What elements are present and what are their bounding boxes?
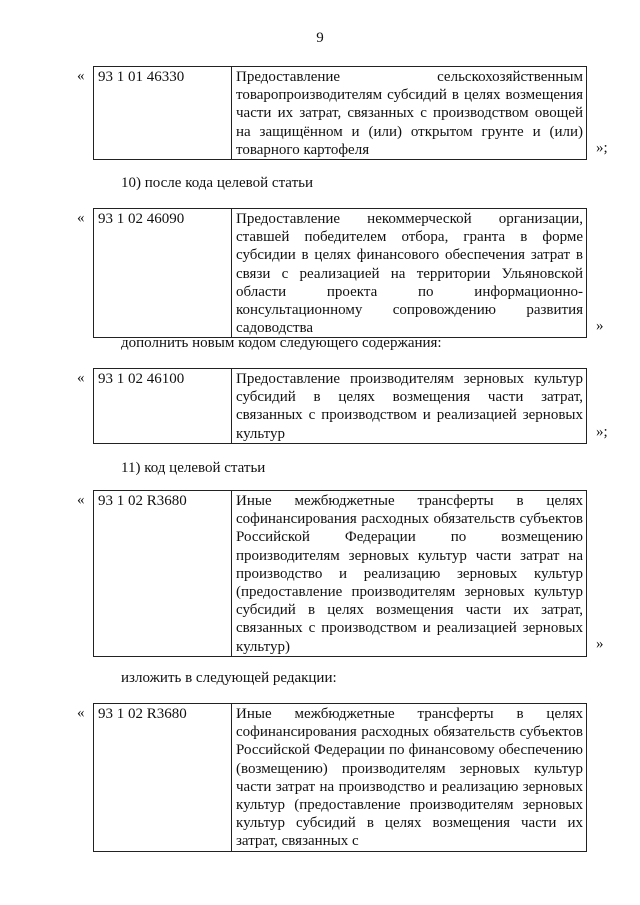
target-code-table [93,208,587,338]
description-cell: Предоставление некоммерческой организации, ставшей победителем отбора, гранта в форме субсидии в целях финансового обеспечения затрат в связи с реализацией на территории Ульяновской области проекта по информационно-консультационному сопровождению развития садоводства [232,209,587,338]
description-cell: Иные межбюджетные трансферты в целях софинансирования расходных обязательств субъектов Российской Федерации по финансовому обеспечению (возмещению) производителям зерновых культур части затрат на производство и реализацию зерновых культур (предоставление производителям зерновых культур субсидий в целях возмещения части их затрат, связанных с [232,704,587,852]
closing-quote: » [596,318,604,334]
closing-quote: »; [596,424,608,440]
code-cell: 93 1 01 46330 [94,67,232,160]
paragraph-11: 11) код целевой статьи [121,460,266,476]
target-code-table [93,703,587,852]
description-cell: Предоставление сельскохозяйственным товаропроизводителям субсидий в целях возмещения части их затрат, связанных с производством овощей на защищённом и (или) открытом грунте и (или) товарного картофеля [232,67,587,160]
paragraph-restate: изложить в следующей редакции: [121,670,337,686]
table-row [94,67,587,160]
closing-quote: » [596,636,604,652]
table-row [94,704,587,852]
opening-quote: « [77,705,85,721]
opening-quote: « [77,492,85,508]
code-cell: 93 1 02 R3680 [94,491,232,657]
target-code-table [93,368,587,444]
paragraph-10: 10) после кода целевой статьи [121,175,314,191]
target-code-table [93,490,587,657]
closing-quote: »; [596,140,608,156]
table-row [94,209,587,338]
target-code-table [93,66,587,160]
code-cell: 93 1 02 46090 [94,209,232,338]
opening-quote: « [77,370,85,386]
code-cell: 93 1 02 R3680 [94,704,232,852]
opening-quote: « [77,210,85,226]
page-number: 9 [316,30,324,46]
description-cell: Предоставление производителям зерновых культур субсидий в целях возмещения части затрат, связанных с производством и реализацией зерновых культур [232,369,587,444]
description-cell: Иные межбюджетные трансферты в целях софинансирования расходных обязательств субъектов Российской Федерации по возмещению производителям зерновых культур части затрат на производство и реализацию зерновых культур (предоставление производителям зерновых культур субсидий в целях возмещения части их затрат, связанных с производством и реализацией зерновых культур) [232,491,587,657]
paragraph-add-new-code: дополнить новым кодом следующего содержания: [121,335,442,351]
code-cell: 93 1 02 46100 [94,369,232,444]
table-row [94,369,587,444]
opening-quote: « [77,68,85,84]
table-row [94,491,587,657]
